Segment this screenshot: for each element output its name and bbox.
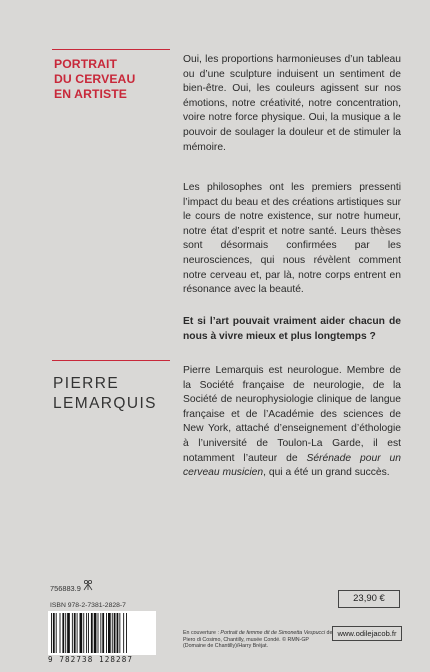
catalog-code: 756883.9	[50, 584, 81, 593]
barcode-bar	[67, 613, 70, 653]
bio-text-end: , qui a été un grand succès.	[263, 467, 390, 479]
barcode-bar	[86, 613, 87, 653]
barcode-bar	[77, 613, 78, 653]
barcode-bar	[51, 613, 52, 653]
barcode-bar	[108, 613, 111, 653]
cover-credits	[183, 630, 333, 650]
barcode-bar	[72, 613, 73, 653]
barcode-bar	[80, 613, 83, 653]
bio-work-title: Sérénade pour un cerveau musicien	[183, 452, 401, 479]
barcode-icon	[48, 611, 156, 655]
author-name-line: LEMARQUIS	[53, 395, 157, 412]
barcode-bar	[100, 613, 101, 653]
book-title	[54, 57, 174, 102]
barcode-bar	[74, 613, 76, 653]
barcode-bar	[56, 613, 57, 653]
blurb-question: Et si l’art pouvait vraiment aider chacun de nous à vivre mieux et plus longtemps ?	[183, 316, 401, 342]
title-line: PORTRAIT	[54, 57, 118, 71]
barcode-bar	[83, 613, 84, 653]
credits-work: Portrait de femme dit de Simonetta Vespucci	[220, 630, 326, 636]
barcode-bar	[126, 613, 127, 653]
barcode-bar	[106, 613, 107, 653]
barcode-bar	[91, 613, 93, 653]
blurb-paragraph-2: Les philosophes ont les premiers pressenti l’impact du beau et des créations artistiques sur le cours de notre existence, sur notre humeur, notre état d’esprit et notre santé. Leurs thèses sont désormais confirmées par les neurosciences, qui nous révèlent comment notre cerveau et, par là, notre corps entrent en résonance avec la beauté.	[183, 182, 401, 296]
title-line: DU CERVEAU	[54, 72, 136, 86]
barcode-bar	[65, 613, 66, 653]
title-line: EN ARTISTE	[54, 87, 127, 101]
barcode-bar	[98, 613, 99, 653]
isbn: ISBN 978-2-7381-2828-7	[50, 602, 126, 609]
author-name	[53, 374, 173, 414]
credits-rest: de Piero di Cosimo, Chantilly, musée Condé. © RMN-GP (Domaine de Chantilly)/Harry Bréjat.	[183, 630, 333, 650]
barcode-bar	[60, 613, 61, 653]
barcode-bar	[94, 613, 97, 653]
barcode-bar	[119, 613, 120, 653]
barcode-bar	[114, 613, 116, 653]
barcode-bar	[117, 613, 119, 653]
author-top-rule	[52, 360, 170, 361]
barcode-bar	[112, 613, 113, 653]
barcode-bar	[53, 613, 55, 653]
price: 23,90 €	[338, 590, 400, 608]
author-name-line: PIERRE	[53, 375, 120, 392]
barcode-bar	[62, 613, 64, 653]
publisher-logo-icon	[82, 579, 94, 591]
blurb-paragraph-1: Oui, les proportions harmonieuses d’un tableau ou d’une sculpture induisent un sentiment de bien-être. Oui, les couleurs agissent sur nos émotions, notre créativité, notre concentration, voire notre force physique. Oui, la musique a le pouvoir de soulager la douleur et de stimuler la mémoire.	[183, 54, 401, 153]
barcode-bar	[123, 613, 124, 653]
barcode-bar	[102, 613, 104, 653]
barcode-bar	[88, 613, 89, 653]
title-top-rule	[52, 49, 170, 50]
credits-prefix: En couverture :	[183, 630, 221, 636]
author-bio	[183, 364, 401, 481]
barcode-digits: 9 782738 128287	[48, 655, 134, 664]
publisher-url: www.odilejacob.fr	[332, 626, 402, 641]
bio-text: Pierre Lemarquis est neurologue. Membre de la Société française de neurologie, de la Société de neurophysiologie clinique de langue française et de l’Académie des sciences de New York, attaché d’enseignement d’éthologie à l’université de Toulon-La Garde, il est notamment l’auteur de	[183, 365, 401, 464]
